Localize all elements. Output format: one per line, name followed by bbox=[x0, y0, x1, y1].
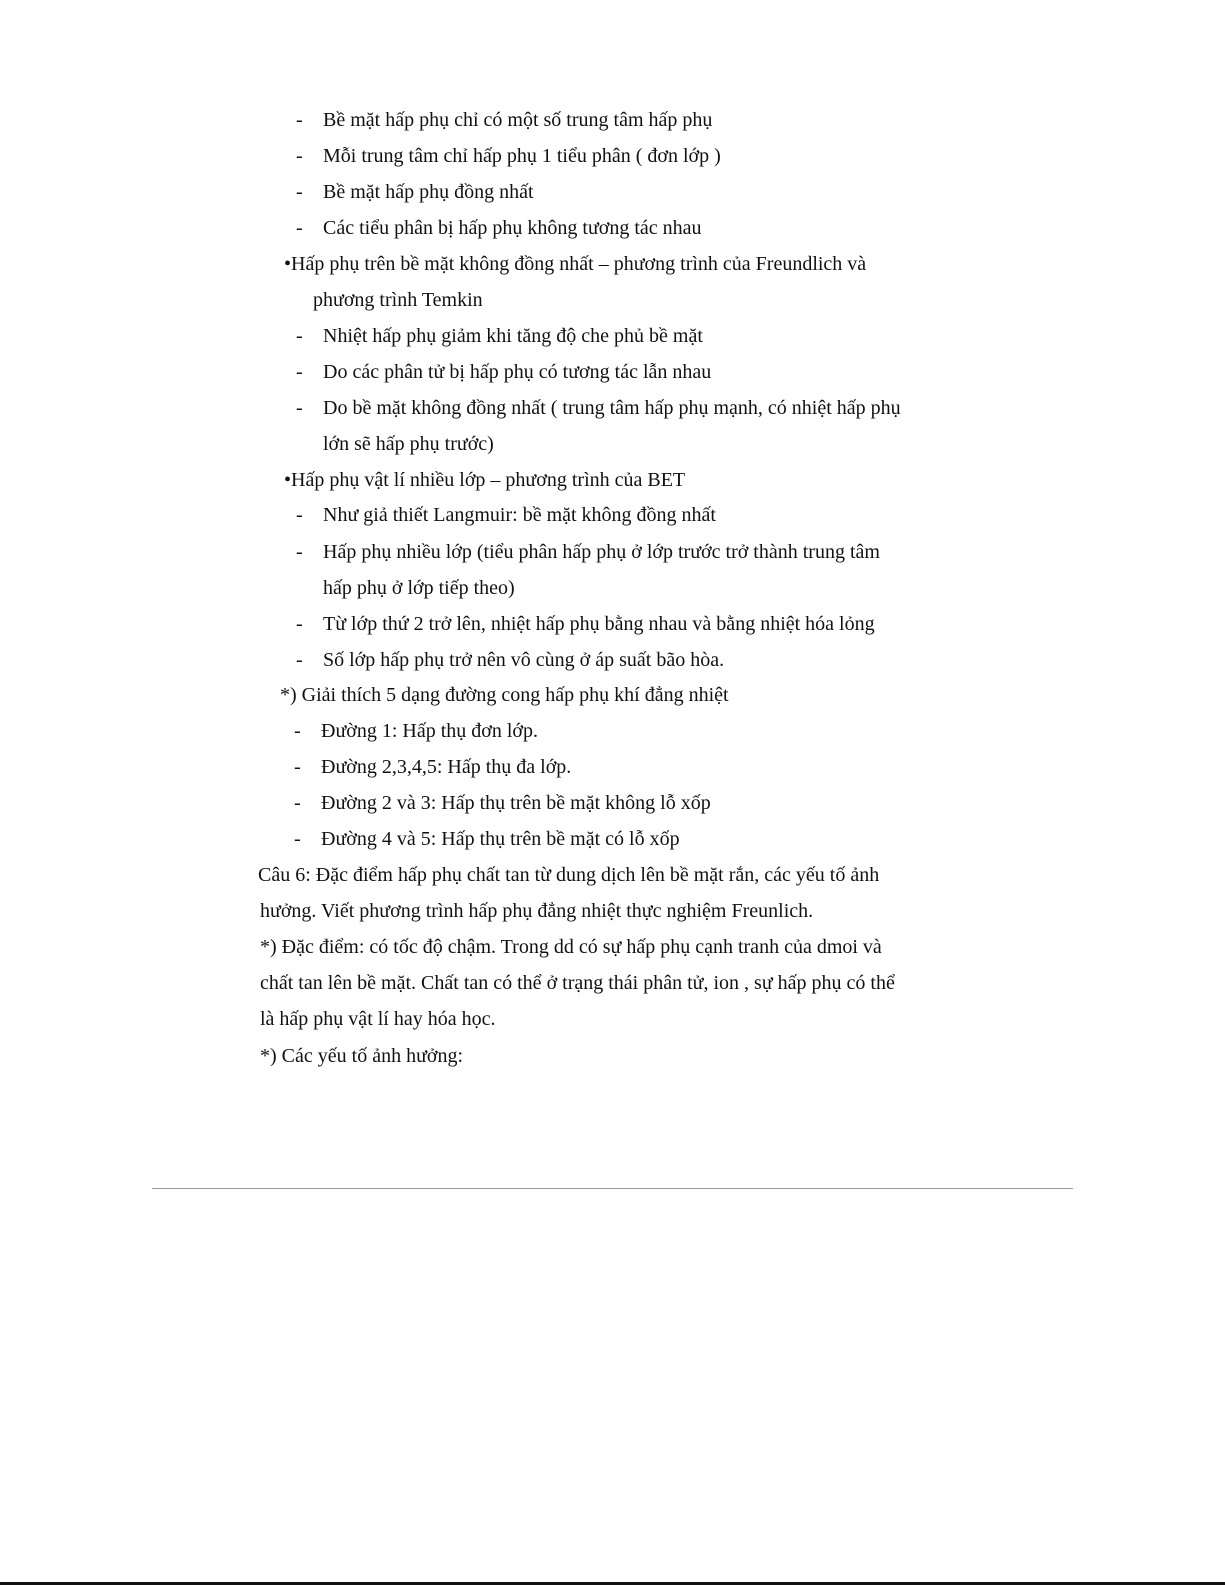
list-dash: - bbox=[294, 828, 301, 850]
question-heading: Câu 6: Đặc điểm hấp phụ chất tan từ dung dịch lên bề mặt rắn, các yếu tố ảnh bbox=[258, 864, 880, 886]
list-dash: - bbox=[294, 792, 301, 814]
list-dash: - bbox=[296, 649, 303, 671]
list-dash: - bbox=[296, 361, 303, 383]
section-heading-freundlich-cont: phương trình Temkin bbox=[313, 289, 483, 311]
paragraph-features-cont: chất tan lên bề mặt. Chất tan có thể ở trạng thái phân tử, ion , sự hấp phụ có thể bbox=[260, 972, 895, 994]
list-item: Đường 2,3,4,5: Hấp thụ đa lớp. bbox=[321, 756, 572, 778]
paragraph-features-cont: là hấp phụ vật lí hay hóa học. bbox=[260, 1008, 496, 1030]
list-item-cont: hấp phụ ở lớp tiếp theo) bbox=[323, 577, 515, 599]
list-dash: - bbox=[296, 504, 303, 526]
page-separator bbox=[152, 1188, 1073, 1189]
paragraph-factors: *) Các yếu tố ảnh hưởng: bbox=[260, 1045, 464, 1067]
list-item: Mỗi trung tâm chỉ hấp phụ 1 tiểu phân ( đơn lớp ) bbox=[323, 145, 721, 167]
list-item: Nhiệt hấp phụ giảm khi tăng độ che phủ bề mặt bbox=[323, 325, 703, 347]
list-dash: - bbox=[296, 181, 303, 203]
list-item: Bề mặt hấp phụ đồng nhất bbox=[323, 181, 534, 203]
list-dash: - bbox=[296, 541, 303, 563]
list-dash: - bbox=[296, 325, 303, 347]
list-dash: - bbox=[296, 217, 303, 239]
list-item: Hấp phụ nhiều lớp (tiểu phân hấp phụ ở lớp trước trở thành trung tâm bbox=[323, 541, 880, 563]
section-heading-curves: *) Giải thích 5 dạng đường cong hấp phụ khí đẳng nhiệt bbox=[280, 684, 729, 706]
list-dash: - bbox=[294, 720, 301, 742]
question-heading-cont: hưởng. Viết phương trình hấp phụ đẳng nhiệt thực nghiệm Freunlich. bbox=[260, 900, 814, 922]
section-heading-freundlich: •Hấp phụ trên bề mặt không đồng nhất – phương trình của Freundlich và bbox=[284, 253, 867, 275]
list-dash: - bbox=[294, 756, 301, 778]
list-item: Bề mặt hấp phụ chỉ có một số trung tâm hấp phụ bbox=[323, 109, 713, 131]
list-dash: - bbox=[296, 109, 303, 131]
list-item: Các tiểu phân bị hấp phụ không tương tác nhau bbox=[323, 217, 702, 239]
list-dash: - bbox=[296, 145, 303, 167]
paragraph-features: *) Đặc điểm: có tốc độ chậm. Trong dd có sự hấp phụ cạnh tranh của dmoi và bbox=[260, 936, 882, 958]
list-item: Do bề mặt không đồng nhất ( trung tâm hấp phụ mạnh, có nhiệt hấp phụ bbox=[323, 397, 901, 419]
list-item-cont: lớn sẽ hấp phụ trước) bbox=[323, 433, 494, 455]
list-item: Đường 4 và 5: Hấp thụ trên bề mặt có lỗ xốp bbox=[321, 828, 680, 850]
list-item: Như giả thiết Langmuir: bề mặt không đồng nhất bbox=[323, 504, 716, 526]
section-heading-bet: •Hấp phụ vật lí nhiều lớp – phương trình của BET bbox=[284, 469, 686, 491]
list-item: Đường 1: Hấp thụ đơn lớp. bbox=[321, 720, 539, 742]
list-item: Số lớp hấp phụ trở nên vô cùng ở áp suất bão hòa. bbox=[323, 649, 725, 671]
list-dash: - bbox=[296, 397, 303, 419]
list-item: Do các phân tử bị hấp phụ có tương tác lẫn nhau bbox=[323, 361, 712, 383]
list-dash: - bbox=[296, 613, 303, 635]
list-item: Từ lớp thứ 2 trở lên, nhiệt hấp phụ bằng nhau và bằng nhiệt hóa lỏng bbox=[323, 613, 875, 635]
list-item: Đường 2 và 3: Hấp thụ trên bề mặt không lỗ xốp bbox=[321, 792, 711, 814]
